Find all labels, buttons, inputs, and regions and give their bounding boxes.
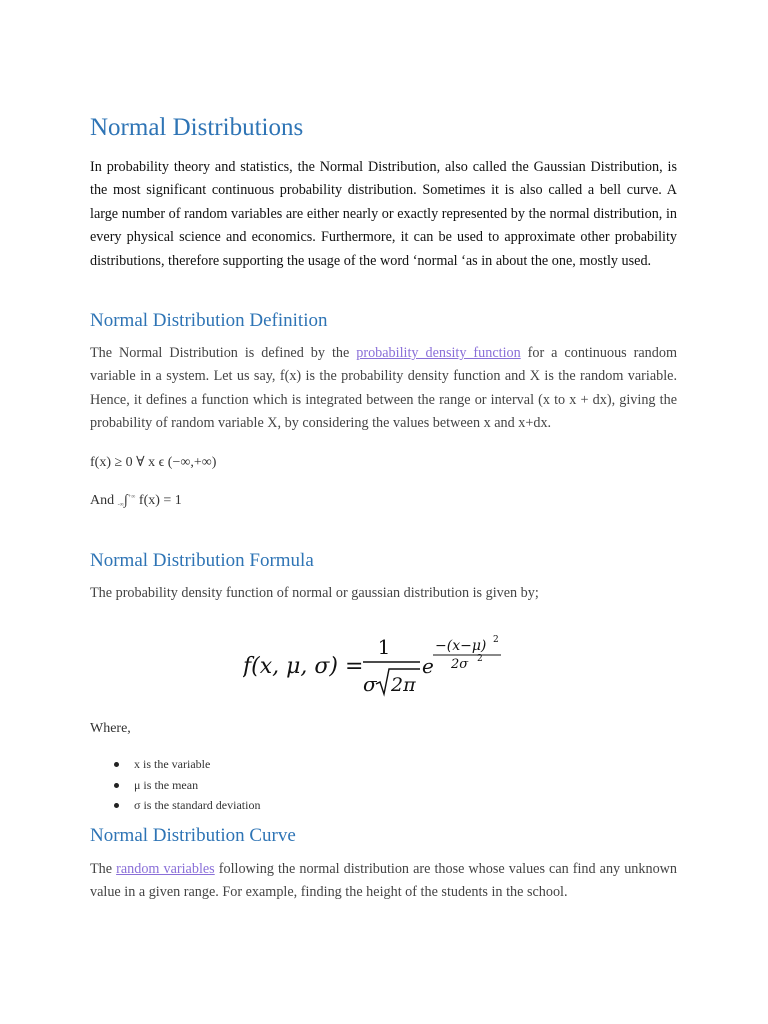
bullet-text: x is the variable <box>134 757 211 771</box>
exp-numerator-power: 2 <box>493 635 499 645</box>
curve-text-start: The <box>90 861 117 877</box>
curve-heading: Normal Distribution Curve <box>90 825 296 846</box>
definition-text-end: for a continuous random variable in a system. Let us say, f(x) is the probability density function and X is the random variable. Hence, it defines a function which is integrated between the range or interval (x to x + dx), giving the probability of random variable X, by considering the values between x and x+dx. <box>90 345 677 432</box>
formula-intro: The probability density function of normal or gaussian distribution is given by; <box>90 585 539 601</box>
definition-paragraph <box>90 342 677 436</box>
integral-rest: f(x) = 1 <box>135 493 182 508</box>
formula-heading: Normal Distribution Formula <box>90 550 314 571</box>
formula-lhs: f(x, μ, σ) = <box>243 654 364 679</box>
list-item <box>112 795 260 816</box>
definition-text-start: The Normal Distribution is defined by the <box>90 345 357 361</box>
curve-text-end: following the normal distribution are those whose values can find any unknown value in a given range. For example, finding the height of the students in the school. <box>90 861 678 901</box>
integral-line <box>90 493 182 509</box>
curve-paragraph <box>90 858 677 905</box>
formula-root: 2π <box>391 674 416 696</box>
random-variables-link[interactable]: random variables <box>116 861 215 877</box>
bullet-dot-icon <box>114 803 119 808</box>
list-item <box>112 775 260 796</box>
intro-paragraph: In probability theory and statistics, the Normal Distribution, also called the Gaussian Distribution, is the most significant continuous probability distribution. Sometimes it is also called a bell curve. A large number of random variables are either nearly or exactly represented by the normal distribution, in every physical science and economics. Furthermore, it can be used to approximate other probability distributions, therefore supporting the usage of the word ‘normal ‘as in about the one, mostly used. <box>90 159 677 269</box>
list-item <box>112 754 260 775</box>
pdf-link[interactable]: probability density function <box>356 345 521 361</box>
exp-denominator: 2σ <box>451 657 469 672</box>
normal-pdf-formula <box>243 628 543 708</box>
where-label: Where, <box>90 721 131 736</box>
bullet-text: σ is the standard deviation <box>134 798 261 812</box>
bullet-dot-icon <box>114 783 119 788</box>
formula-bullet-list <box>112 754 260 816</box>
condition-line: f(x) ≥ 0 ∀ x ϵ (−∞,+∞) <box>90 455 217 470</box>
integral-lower-limit: -∞ <box>117 502 124 508</box>
integral-prefix: And <box>90 493 118 508</box>
integral-sign: ∫ <box>123 493 128 508</box>
page-title: Normal Distributions <box>90 114 304 141</box>
exp-denominator-power: 2 <box>477 654 483 664</box>
definition-heading: Normal Distribution Definition <box>90 310 328 331</box>
integral-upper-limit: +∞ <box>127 494 136 500</box>
exp-numerator: −(x−μ) <box>435 638 487 654</box>
bullet-text: μ is the mean <box>134 777 199 792</box>
formula-base-e: e <box>422 654 434 678</box>
formula-sigma: σ <box>363 672 377 696</box>
formula-numerator: 1 <box>377 635 391 659</box>
formula-svg <box>243 628 543 708</box>
bullet-dot-icon <box>114 762 119 767</box>
